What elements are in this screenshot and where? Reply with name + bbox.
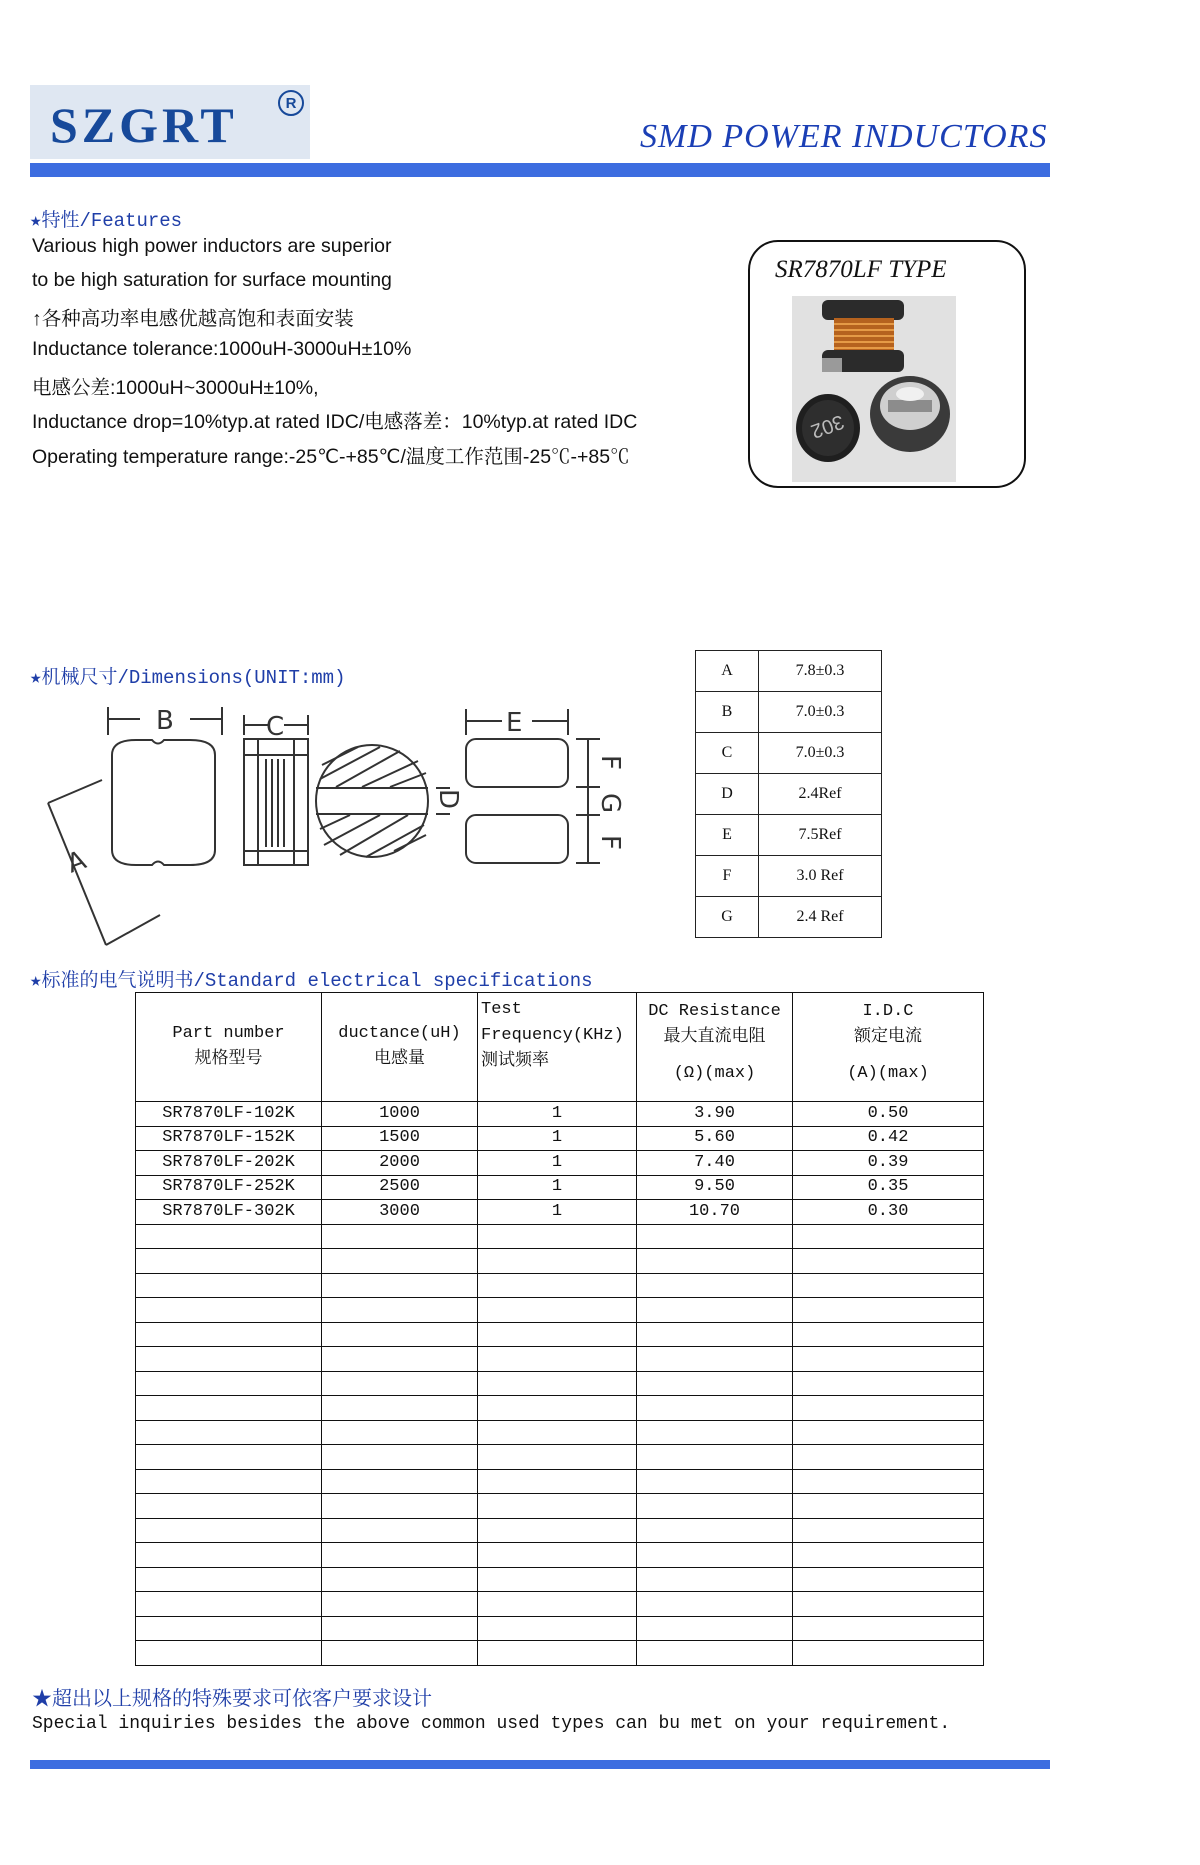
features-heading: ★特性/Features (30, 210, 183, 232)
empty-cell (136, 1641, 322, 1666)
empty-cell (478, 1616, 637, 1641)
empty-cell (793, 1518, 984, 1543)
dimension-row (696, 692, 882, 733)
empty-cell (793, 1322, 984, 1347)
table-row (136, 1126, 984, 1151)
header-inductance (322, 993, 478, 1102)
empty-cell (136, 1249, 322, 1274)
empty-table-row (136, 1224, 984, 1249)
empty-cell (478, 1518, 637, 1543)
dimension-row (696, 897, 882, 938)
part-marking: 302 (807, 410, 847, 443)
empty-cell (136, 1543, 322, 1568)
empty-cell (478, 1641, 637, 1666)
product-photo (792, 296, 956, 482)
feature-line: Operating temperature range:-25℃-+85℃/温度工作范围-25℃-+85℃ (32, 446, 630, 468)
dimension-key: A (696, 651, 759, 692)
inductor-pads-view (870, 376, 950, 452)
spec-table-body (136, 1102, 984, 1666)
table-row (136, 1200, 984, 1225)
table-row (136, 1151, 984, 1176)
header-text: ductance(uH) (338, 1024, 461, 1043)
empty-cell (322, 1641, 478, 1666)
empty-table-row (136, 1445, 984, 1470)
empty-cell (637, 1494, 793, 1519)
feature-line: ↑各种高功率电感优越高饱和表面安装 (32, 308, 354, 330)
dimension-value: 7.8±0.3 (759, 651, 882, 692)
label-f-bottom: F (595, 835, 625, 850)
inductance-cell: 1000 (322, 1102, 478, 1127)
dimensions-heading: ★机械尺寸/Dimensions(UNIT:mm) (30, 667, 346, 689)
dc-resistance-cell: 9.50 (637, 1175, 793, 1200)
dc-resistance-cell: 10.70 (637, 1200, 793, 1225)
empty-cell (478, 1249, 637, 1274)
inductor-side-view (822, 300, 904, 372)
feature-line: to be high saturation for surface mounting (32, 269, 392, 291)
footer-rule (30, 1760, 1050, 1769)
empty-cell (637, 1396, 793, 1421)
empty-table-row (136, 1494, 984, 1519)
spec-header-row (136, 993, 984, 1102)
empty-cell (793, 1469, 984, 1494)
empty-cell (136, 1420, 322, 1445)
dimension-key: B (696, 692, 759, 733)
spec-table (135, 992, 984, 1666)
frequency-cell: 1 (478, 1126, 637, 1151)
dimension-key: F (696, 856, 759, 897)
empty-cell (637, 1567, 793, 1592)
inductance-cell: 3000 (322, 1200, 478, 1225)
empty-cell (637, 1347, 793, 1372)
empty-cell (793, 1616, 984, 1641)
empty-cell (136, 1224, 322, 1249)
empty-cell (322, 1371, 478, 1396)
empty-cell (322, 1469, 478, 1494)
empty-cell (793, 1371, 984, 1396)
table-row (136, 1102, 984, 1127)
idc-cell: 0.42 (793, 1126, 984, 1151)
dimension-key: C (696, 733, 759, 774)
specs-heading: ★标准的电气说明书/Standard electrical specifications (30, 970, 593, 992)
frequency-cell: 1 (478, 1175, 637, 1200)
empty-cell (793, 1494, 984, 1519)
empty-cell (478, 1298, 637, 1323)
empty-cell (793, 1249, 984, 1274)
header-text: DC Resistance (648, 1002, 781, 1021)
empty-table-row (136, 1298, 984, 1323)
empty-cell (478, 1347, 637, 1372)
inductance-cell: 2000 (322, 1151, 478, 1176)
empty-table-row (136, 1371, 984, 1396)
empty-cell (322, 1445, 478, 1470)
label-d: D (433, 789, 463, 810)
empty-cell (136, 1518, 322, 1543)
dimension-row (696, 651, 882, 692)
label-g: G (595, 793, 625, 814)
empty-cell (136, 1322, 322, 1347)
header-text: 最大直流电阻 (663, 1028, 766, 1047)
dimension-key: D (696, 774, 759, 815)
dimension-value: 7.5Ref (759, 815, 882, 856)
idc-cell: 0.39 (793, 1151, 984, 1176)
header-text: Frequency(KHz) (481, 1026, 624, 1045)
dimension-key: E (696, 815, 759, 856)
empty-cell (136, 1494, 322, 1519)
document-title: SMD POWER INDUCTORS (640, 118, 1048, 155)
dimension-value: 2.4Ref (759, 774, 882, 815)
empty-cell (136, 1592, 322, 1617)
empty-cell (637, 1322, 793, 1347)
dc-resistance-cell: 7.40 (637, 1151, 793, 1176)
header-text: (Ω)(max) (673, 1064, 756, 1083)
idc-cell: 0.30 (793, 1200, 984, 1225)
empty-table-row (136, 1396, 984, 1421)
empty-table-row (136, 1322, 984, 1347)
registered-mark-icon: R (278, 90, 304, 116)
dimension-value: 7.0±0.3 (759, 733, 882, 774)
frequency-cell: 1 (478, 1151, 637, 1176)
label-b: B (156, 706, 174, 736)
empty-cell (322, 1347, 478, 1372)
dimension-row (696, 815, 882, 856)
dimension-key: G (696, 897, 759, 938)
empty-cell (793, 1396, 984, 1421)
label-c: C (266, 712, 285, 742)
empty-cell (136, 1567, 322, 1592)
empty-cell (793, 1567, 984, 1592)
header-idc (793, 993, 984, 1102)
empty-cell (136, 1347, 322, 1372)
empty-cell (637, 1518, 793, 1543)
empty-cell (793, 1347, 984, 1372)
empty-cell (478, 1469, 637, 1494)
empty-cell (637, 1420, 793, 1445)
empty-cell (136, 1298, 322, 1323)
empty-table-row (136, 1567, 984, 1592)
empty-cell (322, 1224, 478, 1249)
part-number-cell: SR7870LF-202K (136, 1151, 322, 1176)
table-row (136, 1175, 984, 1200)
header-text: Part number (172, 1024, 285, 1043)
frequency-cell: 1 (478, 1102, 637, 1127)
empty-table-row (136, 1347, 984, 1372)
header-text: 额定电流 (854, 1028, 922, 1047)
logo-text: SZGRT (50, 97, 238, 153)
dimension-value: 3.0 Ref (759, 856, 882, 897)
header-test-frequency (478, 993, 637, 1102)
dimension-value: 7.0±0.3 (759, 692, 882, 733)
empty-cell (322, 1494, 478, 1519)
empty-cell (637, 1249, 793, 1274)
empty-cell (136, 1396, 322, 1421)
empty-cell (478, 1273, 637, 1298)
part-number-cell: SR7870LF-102K (136, 1102, 322, 1127)
empty-cell (478, 1224, 637, 1249)
empty-cell (637, 1445, 793, 1470)
empty-cell (136, 1616, 322, 1641)
empty-cell (478, 1371, 637, 1396)
empty-cell (322, 1592, 478, 1617)
dimension-row (696, 733, 882, 774)
empty-cell (793, 1592, 984, 1617)
idc-cell: 0.50 (793, 1102, 984, 1127)
empty-cell (793, 1641, 984, 1666)
empty-cell (637, 1592, 793, 1617)
empty-cell (637, 1224, 793, 1249)
empty-cell (322, 1298, 478, 1323)
product-type-label: SR7870LF TYPE (775, 256, 947, 283)
empty-table-row (136, 1641, 984, 1666)
dimension-value: 2.4 Ref (759, 897, 882, 938)
empty-cell (478, 1592, 637, 1617)
empty-cell (637, 1298, 793, 1323)
footer-note-en: Special inquiries besides the above common used types can bu met on your requirement. (32, 1714, 951, 1734)
header-part-number (136, 993, 322, 1102)
header-dc-resistance (637, 993, 793, 1102)
header-text: 电感量 (374, 1050, 425, 1069)
empty-cell (637, 1371, 793, 1396)
empty-cell (478, 1494, 637, 1519)
empty-cell (136, 1445, 322, 1470)
empty-table-row (136, 1420, 984, 1445)
dimension-row (696, 774, 882, 815)
label-e: E (506, 708, 523, 738)
header-text: I.D.C (862, 1002, 914, 1021)
inductor-top-view (796, 394, 860, 462)
empty-cell (637, 1273, 793, 1298)
empty-cell (322, 1420, 478, 1445)
empty-table-row (136, 1592, 984, 1617)
empty-cell (322, 1322, 478, 1347)
part-number-cell: SR7870LF-252K (136, 1175, 322, 1200)
dc-resistance-cell: 5.60 (637, 1126, 793, 1151)
empty-cell (478, 1543, 637, 1568)
empty-cell (136, 1371, 322, 1396)
empty-cell (793, 1445, 984, 1470)
empty-cell (793, 1224, 984, 1249)
empty-cell (793, 1420, 984, 1445)
footer-note-cn: ★超出以上规格的特殊要求可依客户要求设计 (32, 1688, 432, 1710)
part-number-cell: SR7870LF-152K (136, 1126, 322, 1151)
empty-cell (793, 1543, 984, 1568)
feature-line: 电感公差:1000uH~3000uH±10%, (32, 377, 319, 399)
empty-cell (793, 1298, 984, 1323)
empty-cell (637, 1616, 793, 1641)
dimension-table (695, 650, 882, 938)
feature-line: Inductance drop=10%typ.at rated IDC/电感落差：10%typ.at rated IDC (32, 411, 638, 433)
inductance-cell: 1500 (322, 1126, 478, 1151)
dimension-drawing (40, 695, 660, 955)
header-rule (30, 163, 1050, 177)
empty-cell (322, 1396, 478, 1421)
header-text: (A)(max) (847, 1064, 929, 1083)
empty-cell (322, 1518, 478, 1543)
empty-cell (322, 1616, 478, 1641)
empty-cell (136, 1273, 322, 1298)
part-number-cell: SR7870LF-302K (136, 1200, 322, 1225)
header-text: 测试频率 (481, 1052, 549, 1071)
label-f-top: F (595, 755, 625, 770)
dc-resistance-cell: 3.90 (637, 1102, 793, 1127)
empty-cell (478, 1445, 637, 1470)
empty-table-row (136, 1273, 984, 1298)
idc-cell: 0.35 (793, 1175, 984, 1200)
empty-cell (322, 1543, 478, 1568)
empty-table-row (136, 1469, 984, 1494)
empty-cell (322, 1567, 478, 1592)
header-text: Test (481, 1000, 522, 1019)
empty-cell (322, 1273, 478, 1298)
empty-cell (478, 1322, 637, 1347)
frequency-cell: 1 (478, 1200, 637, 1225)
empty-cell (478, 1567, 637, 1592)
feature-line: Inductance tolerance:1000uH-3000uH±10% (32, 338, 412, 360)
empty-cell (478, 1396, 637, 1421)
feature-line: Various high power inductors are superior (32, 235, 392, 257)
dimension-row (696, 856, 882, 897)
empty-cell (322, 1249, 478, 1274)
header-text: 规格型号 (194, 1050, 263, 1069)
empty-cell (478, 1420, 637, 1445)
label-a: A (63, 845, 91, 880)
empty-cell (793, 1273, 984, 1298)
empty-cell (637, 1469, 793, 1494)
inductance-cell: 2500 (322, 1175, 478, 1200)
empty-table-row (136, 1249, 984, 1274)
empty-cell (637, 1641, 793, 1666)
empty-table-row (136, 1616, 984, 1641)
empty-table-row (136, 1518, 984, 1543)
empty-cell (637, 1543, 793, 1568)
empty-table-row (136, 1543, 984, 1568)
empty-cell (136, 1469, 322, 1494)
